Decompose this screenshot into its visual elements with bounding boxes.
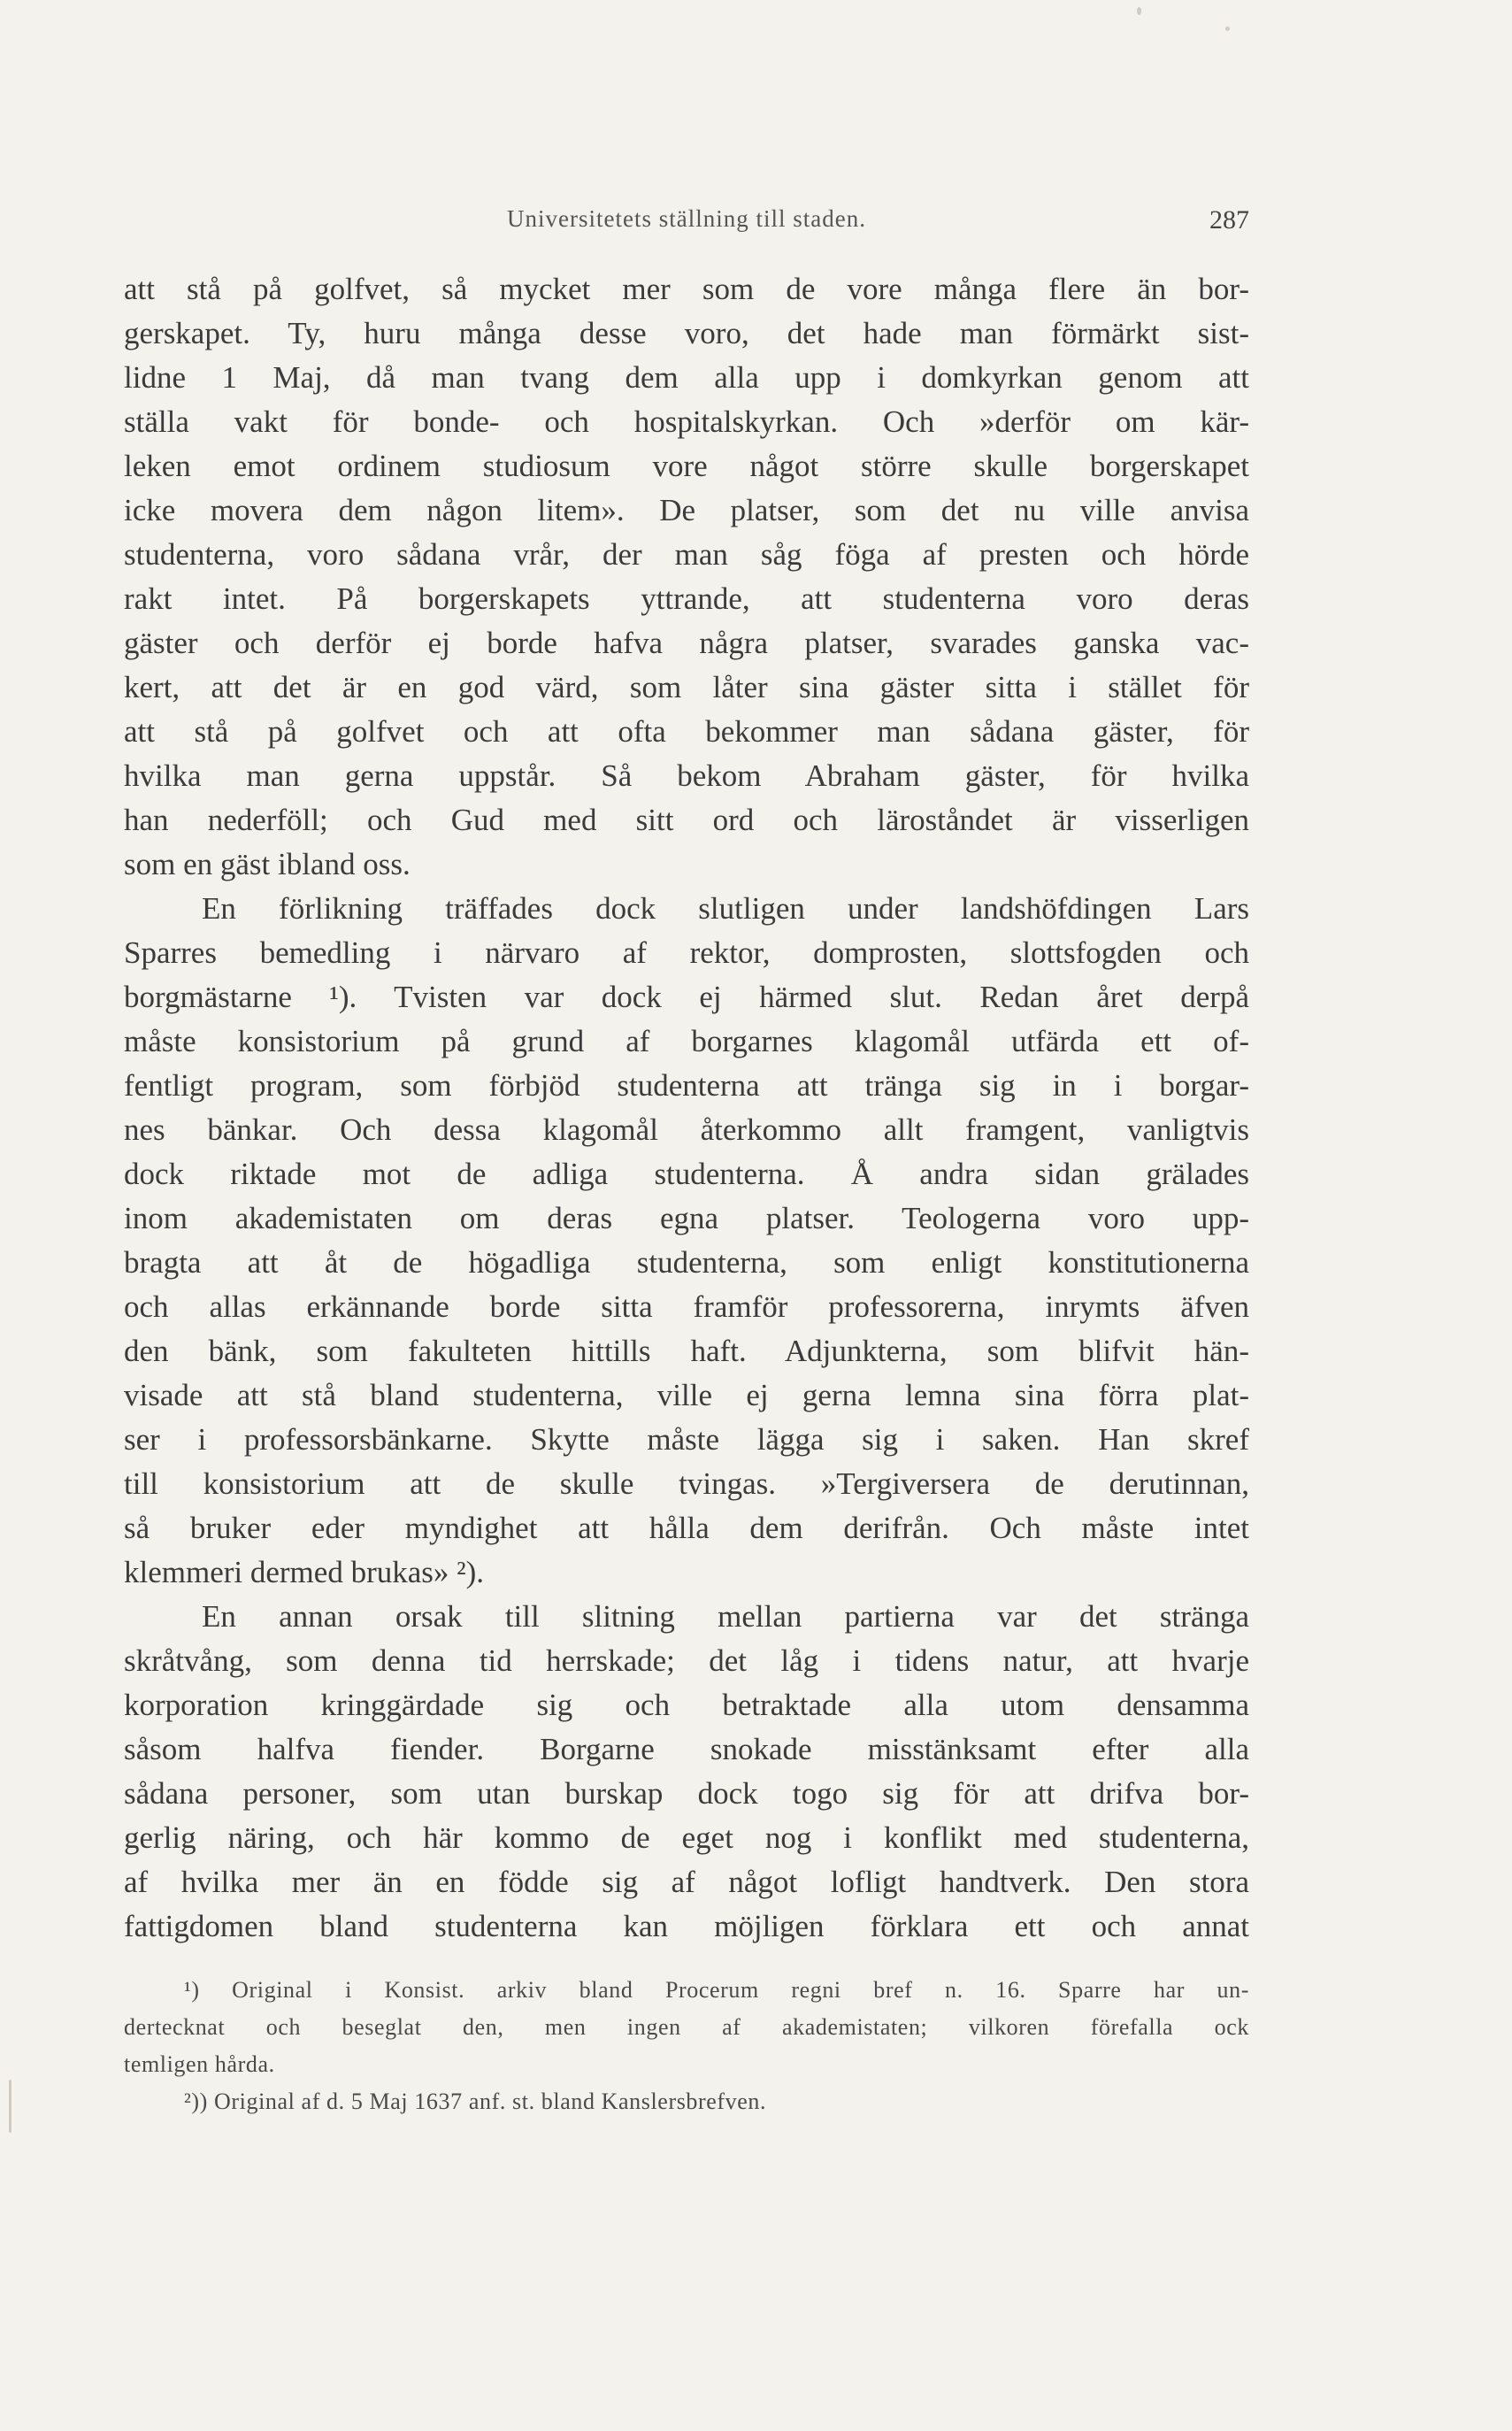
text-line: så bruker eder myndighet att hålla dem derifrån. Och måste intet: [124, 1511, 1249, 1545]
text-line: En förlikning träffades dock slutligen under landshöfdingen Lars: [202, 891, 1249, 926]
text-line: ställa vakt för bonde- och hospitalskyrkan. Och »derför om kär-: [124, 404, 1249, 439]
running-head: [124, 205, 1249, 244]
text-line: borgmästarne ¹). Tvisten var dock ej härmed slut. Redan året derpå: [124, 980, 1249, 1014]
footnote-line: ¹) Original i Konsist. arkiv bland Procerum regni bref n. 16. Sparre har un-: [184, 1977, 1249, 2003]
text-line: Sparres bemedling i närvaro af rektor, domprosten, slottsfogden och: [124, 935, 1249, 970]
footnotes: [124, 1972, 1249, 2120]
text-line: dock riktade mot de adliga studenterna. Å andra sidan grälades: [124, 1157, 1249, 1191]
running-title: Universitetets ställning till staden.: [507, 205, 866, 232]
text-line: inom akademistaten om deras egna platser. Teologerna voro upp-: [124, 1201, 1249, 1235]
text-line: att stå på golfvet och att ofta bekommer man sådana gäster, för: [124, 714, 1249, 749]
footnote-line: ²)) Original af d. 5 Maj 1637 anf. st. bland Kanslersbrefven.: [184, 2089, 767, 2114]
text-line: En annan orsak till slitning mellan partierna var det stränga: [202, 1599, 1249, 1634]
text-line: icke movera dem någon litem». De platser, som det nu ville anvisa: [124, 493, 1249, 527]
text-line: måste konsistorium på grund af borgarnes klagomål utfärda ett of-: [124, 1024, 1249, 1058]
text-line: sådana personer, som utan burskap dock togo sig för att drifva bor-: [124, 1776, 1249, 1811]
text-line: leken emot ordinem studiosum vore något större skulle borgerskapet: [124, 449, 1249, 483]
text-line: fattigdomen bland studenterna kan möjligen förklara ett och annat: [124, 1909, 1249, 1943]
text-line: hvilka man gerna uppstår. Så bekom Abraham gäster, för hvilka: [124, 758, 1249, 793]
text-line: skråtvång, som denna tid herrskade; det låg i tidens natur, att hvarje: [124, 1643, 1249, 1678]
page-number: 287: [1209, 205, 1249, 235]
footnote-line: temligen hårda.: [124, 2051, 275, 2077]
body-text: [124, 267, 1249, 1949]
text-line: gäster och derför ej borde hafva några platser, svarades ganska vac-: [124, 626, 1249, 660]
text-line: korporation kringgärdade sig och betraktade alla utom densamma: [124, 1688, 1249, 1722]
text-line: klemmeri dermed brukas» ²).: [124, 1555, 485, 1589]
text-line: lidne 1 Maj, då man tvang dem alla upp i domkyrkan genom att: [124, 360, 1249, 395]
text-line: gerlig näring, och här kommo de eget nog i konflikt med studenterna,: [124, 1820, 1249, 1855]
text-line: bragta att åt de högadliga studenterna, som enligt konstitutionerna: [124, 1245, 1249, 1280]
footnote-line: dertecknat och beseglat den, men ingen af akademistaten; vilkoren förefalla ock: [124, 2014, 1249, 2040]
text-line: visade att stå bland studenterna, ville ej gerna lemna sina förra plat-: [124, 1378, 1249, 1412]
text-line: fentligt program, som förbjöd studenterna att tränga sig in i borgar-: [124, 1068, 1249, 1103]
text-line: den bänk, som fakulteten hittills haft. Adjunkterna, som blifvit hän-: [124, 1334, 1249, 1368]
text-line: han nederföll; och Gud med sitt ord och läroståndet är visserligen: [124, 803, 1249, 837]
text-line: att stå på golfvet, så mycket mer som de vore många flere än bor-: [124, 272, 1249, 306]
paper-speck: [1137, 7, 1141, 15]
text-line: till konsistorium att de skulle tvingas. »Tergiversera de derutinnan,: [124, 1466, 1249, 1501]
text-line: ser i professorsbänkarne. Skytte måste lägga sig i saken. Han skref: [124, 1422, 1249, 1457]
paper-speck: [9, 2080, 12, 2133]
text-line: såsom halfva fiender. Borgarne snokade misstänksamt efter alla: [124, 1732, 1249, 1766]
text-line: nes bänkar. Och dessa klagomål återkommo allt framgent, vanligtvis: [124, 1112, 1249, 1147]
text-line: af hvilka mer än en födde sig af något lofligt handtverk. Den stora: [124, 1865, 1249, 1899]
text-line: som en gäst ibland oss.: [124, 847, 411, 881]
text-line: kert, att det är en god värd, som låter sina gäster sitta i stället för: [124, 670, 1249, 704]
text-line: studenterna, voro sådana vrår, der man såg föga af presten och hörde: [124, 537, 1249, 572]
text-line: och allas erkännande borde sitta framför professorerna, inrymts äfven: [124, 1289, 1249, 1324]
paper-speck: [1225, 27, 1230, 31]
text-line: rakt intet. På borgerskapets yttrande, att studenterna voro deras: [124, 581, 1249, 616]
text-line: gerskapet. Ty, huru många desse voro, det hade man förmärkt sist-: [124, 316, 1249, 350]
